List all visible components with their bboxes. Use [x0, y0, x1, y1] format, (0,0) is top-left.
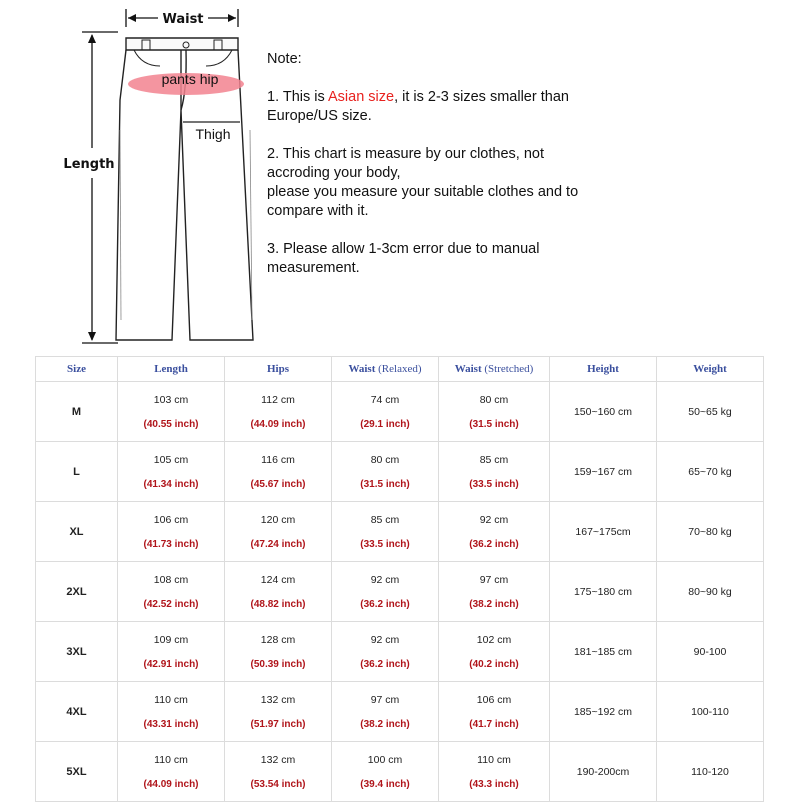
header-waist-relaxed [332, 357, 439, 382]
weight-cell [657, 382, 764, 442]
header-height: Height [550, 357, 657, 382]
waist-stretched-cell [439, 562, 550, 622]
note-1-highlight: Asian size [327, 89, 395, 105]
waist-stretched-cm: 106 cm [476, 693, 512, 706]
length-inch: (42.91 inch) [143, 658, 199, 670]
height-cell [550, 622, 657, 682]
waist-stretched-inch: (36.2 inch) [469, 538, 519, 550]
waist-relaxed-cm: 85 cm [370, 513, 400, 526]
hips-cm: 112 cm [261, 393, 295, 406]
hips-cm: 128 cm [260, 633, 296, 646]
waist-relaxed-cm: 74 cm [370, 393, 400, 406]
length-cell [118, 562, 225, 622]
waist-relaxed-inch: (36.2 inch) [360, 598, 410, 610]
weight-cell [657, 742, 764, 802]
hips-cell [225, 562, 332, 622]
size-value: XL [69, 525, 84, 538]
header-waist-stretched-main: Waist [454, 363, 482, 375]
hips-cell [225, 502, 332, 562]
waist-stretched-inch: (38.2 inch) [469, 598, 519, 610]
note-2-line3: please you measure your suitable clothes and to [267, 184, 579, 200]
hips-inch: (45.67 inch) [250, 478, 306, 490]
table-row [36, 562, 764, 622]
height-value: 185~192 cm [573, 705, 633, 718]
height-value: 181~185 cm [573, 645, 633, 658]
height-cell [550, 502, 657, 562]
header-hips: Hips [225, 357, 332, 382]
waist-relaxed-inch: (39.4 inch) [360, 778, 410, 790]
hips-inch: (53.54 inch) [250, 778, 306, 790]
weight-cell [657, 622, 764, 682]
waist-stretched-cell [439, 682, 550, 742]
waist-relaxed-cell [332, 742, 439, 802]
hips-cm: 120 cm [260, 513, 296, 526]
note-1 [267, 88, 787, 107]
table-row [36, 682, 764, 742]
length-cm: 110 cm [154, 693, 188, 706]
length-cell [118, 502, 225, 562]
length-inch: (42.52 inch) [143, 598, 199, 610]
size-cell [36, 622, 118, 682]
waist-label: Waist [162, 12, 204, 27]
header-waist-stretched-sub: (Stretched) [484, 363, 534, 375]
weight-cell [657, 442, 764, 502]
thigh-label: Thigh [195, 126, 231, 142]
length-inch: (41.34 inch) [143, 478, 199, 490]
table-row [36, 742, 764, 802]
table-row [36, 382, 764, 442]
waist-stretched-cm: 110 cm [477, 753, 511, 766]
note-1-suffix: , it is 2-3 sizes smaller than [394, 89, 569, 105]
weight-cell [657, 682, 764, 742]
length-cm: 108 cm [153, 573, 189, 586]
table-header-row [36, 357, 764, 382]
length-arrow [82, 32, 118, 343]
weight-cell [657, 562, 764, 622]
length-cm: 106 cm [153, 513, 189, 526]
waist-relaxed-cm: 92 cm [370, 633, 400, 646]
note-2-line1: 2. This chart is measure by our clothes, not [267, 146, 544, 162]
size-cell [36, 442, 118, 502]
hips-inch: (51.97 inch) [250, 718, 306, 730]
height-value: 150~160 cm [573, 405, 633, 418]
waist-stretched-cm: 97 cm [479, 573, 509, 586]
waist-relaxed-cm: 80 cm [370, 453, 400, 466]
weight-value: 110-120 [691, 765, 729, 778]
header-weight: Weight [657, 357, 764, 382]
notes-block [267, 50, 787, 278]
height-cell [550, 442, 657, 502]
height-cell [550, 682, 657, 742]
hips-cell [225, 682, 332, 742]
waist-stretched-cm: 102 cm [476, 633, 512, 646]
size-cell [36, 382, 118, 442]
waist-relaxed-cell [332, 502, 439, 562]
length-cell [118, 622, 225, 682]
waist-stretched-inch: (31.5 inch) [469, 418, 519, 430]
hips-cell [225, 382, 332, 442]
size-cell [36, 742, 118, 802]
length-inch: (40.55 inch) [143, 418, 199, 430]
waist-stretched-cm: 92 cm [479, 513, 509, 526]
height-value: 167~175cm [575, 525, 631, 538]
waist-stretched-cell [439, 502, 550, 562]
waist-relaxed-cell [332, 682, 439, 742]
table-row [36, 502, 764, 562]
length-cell [118, 682, 225, 742]
length-cell [118, 382, 225, 442]
table-body [36, 382, 764, 802]
height-value: 190-200cm [576, 765, 630, 778]
length-cell [118, 442, 225, 502]
header-waist-stretched [439, 357, 550, 382]
size-value: L [73, 465, 80, 478]
waist-stretched-cell [439, 382, 550, 442]
weight-value: 65~70 kg [688, 465, 732, 478]
size-chart-table [35, 356, 764, 802]
table-row [36, 622, 764, 682]
waist-stretched-cell [439, 742, 550, 802]
waist-relaxed-inch: (33.5 inch) [360, 538, 410, 550]
weight-value: 50~65 kg [688, 405, 732, 418]
hips-inch: (50.39 inch) [250, 658, 306, 670]
waist-relaxed-cell [332, 562, 439, 622]
height-value: 159~167 cm [573, 465, 633, 478]
weight-value: 100-110 [691, 705, 729, 718]
waist-relaxed-inch: (36.2 inch) [360, 658, 410, 670]
hips-inch: (47.24 inch) [250, 538, 306, 550]
waist-stretched-cell [439, 622, 550, 682]
waist-relaxed-cm: 92 cm [370, 573, 400, 586]
size-cell [36, 682, 118, 742]
size-value: 3XL [66, 645, 87, 658]
waist-relaxed-inch: (29.1 inch) [360, 418, 410, 430]
weight-cell [657, 502, 764, 562]
size-value: 5XL [66, 765, 87, 778]
height-cell [550, 742, 657, 802]
hips-inch: (48.82 inch) [250, 598, 306, 610]
waist-relaxed-cell [332, 442, 439, 502]
length-label: Length [63, 157, 115, 172]
header-waist-relaxed-sub: (Relaxed) [378, 363, 422, 375]
table-row [36, 442, 764, 502]
waist-stretched-cm: 85 cm [479, 453, 509, 466]
waist-relaxed-inch: (31.5 inch) [360, 478, 410, 490]
hips-inch: (44.09 inch) [250, 418, 306, 430]
waist-relaxed-inch: (38.2 inch) [360, 718, 410, 730]
notes-title: Note: [267, 51, 302, 67]
hips-cell [225, 622, 332, 682]
pants-diagram [0, 0, 260, 350]
height-cell [550, 382, 657, 442]
waist-relaxed-cell [332, 382, 439, 442]
waist-stretched-inch: (41.7 inch) [469, 718, 519, 730]
hips-cm: 132 cm [260, 693, 296, 706]
hips-cell [225, 742, 332, 802]
note-3-line1: 3. Please allow 1-3cm error due to manual [267, 241, 540, 257]
size-value: M [71, 405, 82, 418]
waist-stretched-cm: 80 cm [479, 393, 509, 406]
length-inch: (43.31 inch) [143, 718, 199, 730]
size-cell [36, 562, 118, 622]
waist-relaxed-cell [332, 622, 439, 682]
size-cell [36, 502, 118, 562]
header-length: Length [118, 357, 225, 382]
hips-cm: 124 cm [260, 573, 296, 586]
waist-stretched-inch: (40.2 inch) [469, 658, 519, 670]
header-waist-relaxed-main: Waist [348, 363, 376, 375]
waist-stretched-inch: (43.3 inch) [469, 778, 519, 790]
length-cm: 105 cm [153, 453, 189, 466]
height-cell [550, 562, 657, 622]
length-cm: 103 cm [153, 393, 189, 406]
weight-value: 70~80 kg [688, 525, 732, 538]
waist-relaxed-cm: 100 cm [367, 753, 403, 766]
waist-stretched-inch: (33.5 inch) [469, 478, 519, 490]
hips-cell [225, 442, 332, 502]
waist-relaxed-cm: 97 cm [370, 693, 400, 706]
weight-value: 80~90 kg [688, 585, 732, 598]
hip-label: pants hip [161, 71, 219, 87]
length-inch: (41.73 inch) [143, 538, 199, 550]
note-3-line2: measurement. [267, 260, 360, 276]
weight-value: 90-100 [693, 645, 727, 658]
hips-cm: 116 cm [261, 453, 295, 466]
length-cm: 109 cm [153, 633, 189, 646]
height-value: 175~180 cm [573, 585, 633, 598]
length-cm: 110 cm [154, 753, 188, 766]
length-cell [118, 742, 225, 802]
header-size: Size [36, 357, 118, 382]
note-1-line2: Europe/US size. [267, 108, 372, 124]
length-inch: (44.09 inch) [143, 778, 199, 790]
size-value: 2XL [66, 585, 87, 598]
waist-stretched-cell [439, 442, 550, 502]
note-2-line4: compare with it. [267, 203, 369, 219]
note-2-line2: accroding your body, [267, 165, 401, 181]
note-1-prefix: 1. This is [267, 89, 328, 105]
size-value: 4XL [66, 705, 87, 718]
hips-cm: 132 cm [260, 753, 296, 766]
